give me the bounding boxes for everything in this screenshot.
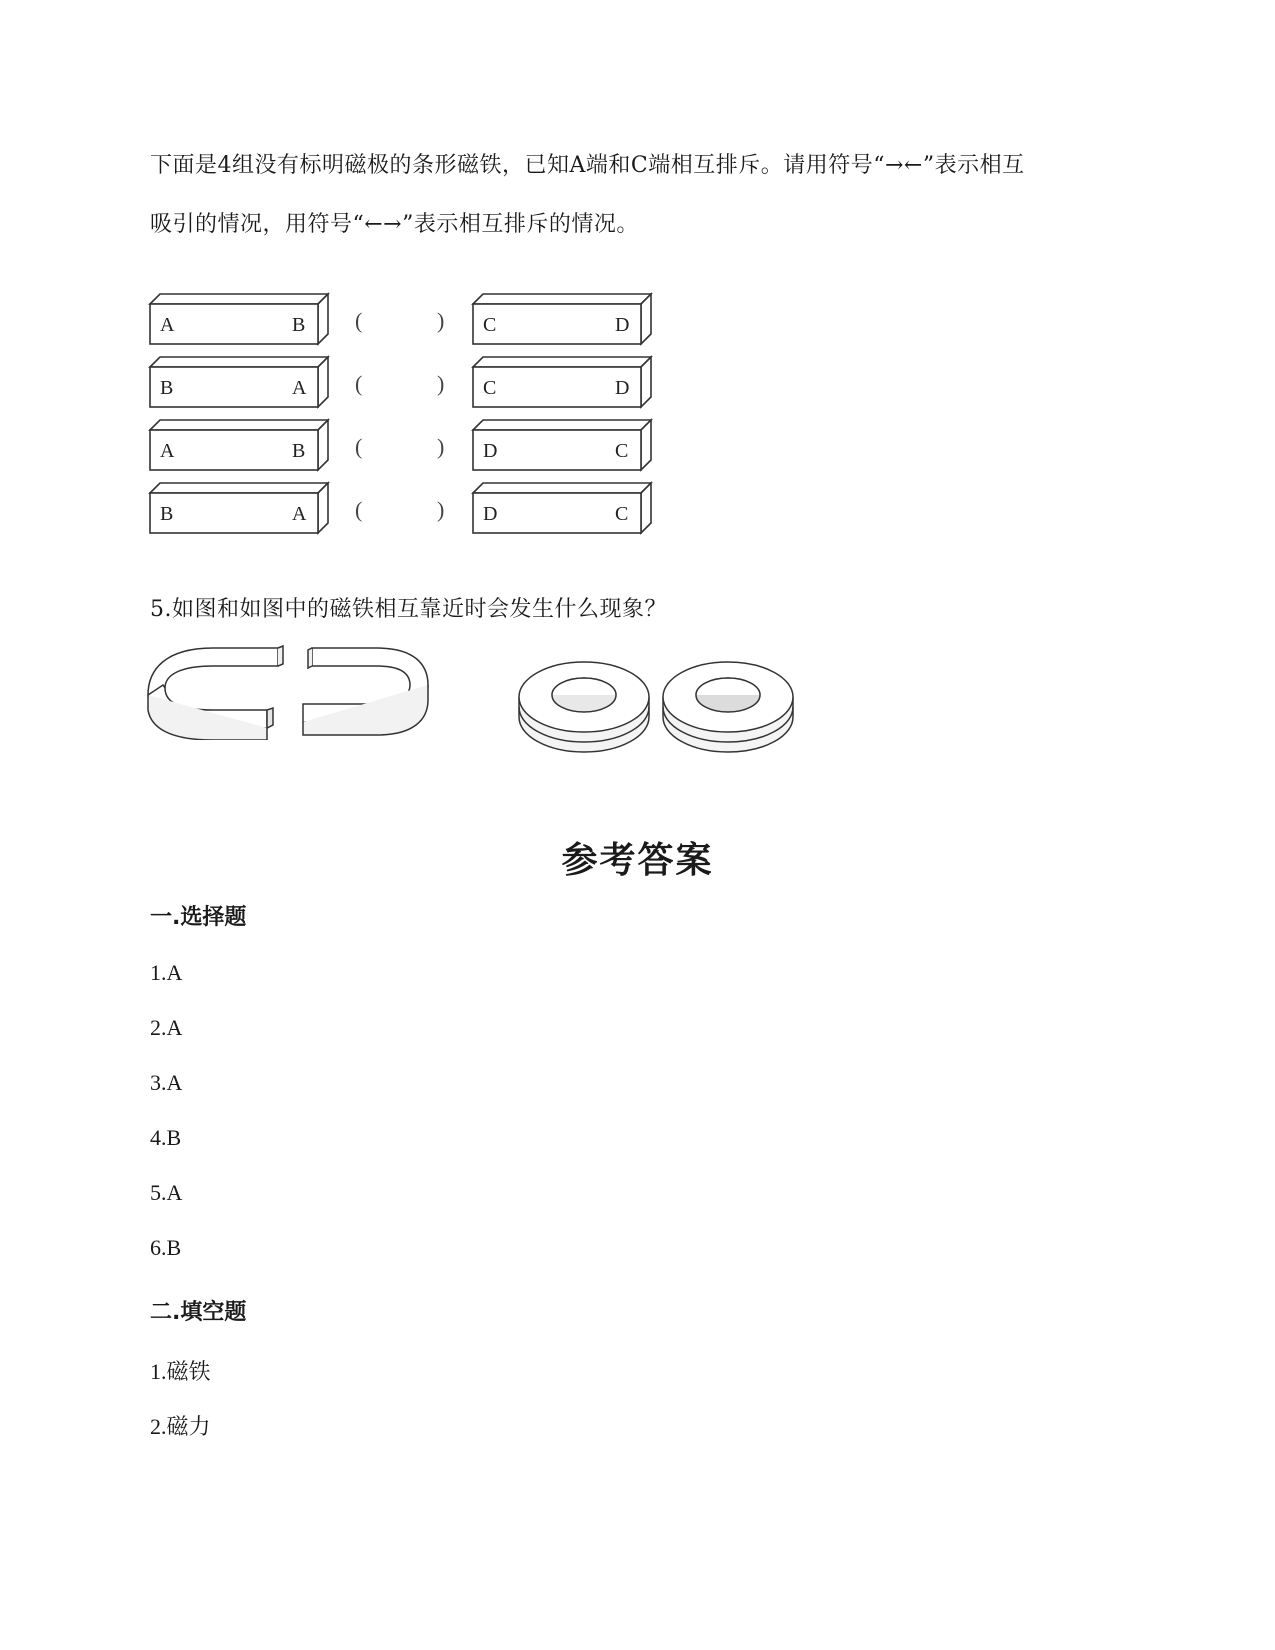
answer-paren-open: ( — [355, 497, 363, 522]
left-bar-pole-label-left: B — [160, 377, 174, 399]
section-choice-heading: 一.选择题 — [150, 905, 247, 930]
right-bar-pole-label-right: C — [615, 503, 629, 525]
answer-paren-close: ) — [437, 434, 445, 459]
magnet-row-4 — [150, 481, 690, 541]
horseshoe-magnet-right — [303, 648, 428, 735]
answer-choice-4: 4.B — [150, 1125, 182, 1150]
right-bar-pole-label-left: C — [483, 314, 497, 336]
ring-magnet-left — [519, 662, 649, 752]
magnet-row-1 — [150, 292, 690, 352]
left-bar-magnet — [150, 483, 328, 533]
ring-magnet-right — [663, 662, 793, 752]
left-bar-magnet — [150, 420, 328, 470]
answer-choice-5: 5.A — [150, 1180, 183, 1205]
answer-paren-open: ( — [355, 371, 363, 396]
answer-paren-close: ) — [437, 371, 445, 396]
horseshoe-magnet-left — [148, 646, 283, 740]
answer-choice-6: 6.B — [150, 1235, 182, 1260]
answer-fill-1: 1.磁铁 — [150, 1359, 211, 1384]
section-fill-heading: 二.填空题 — [150, 1300, 247, 1325]
answer-paren-close: ) — [437, 308, 445, 333]
question-text-line1: 下面是4组没有标明磁极的条形磁铁，已知A端和C端相互排斥。请用符号“→←”表示相互 — [150, 153, 1025, 178]
left-bar-pole-label-left: A — [160, 314, 175, 336]
right-bar-pole-label-right: D — [615, 314, 630, 336]
left-bar-pole-label-left: A — [160, 440, 175, 462]
left-bar-magnet — [150, 294, 328, 344]
right-bar-magnet — [473, 420, 651, 470]
question-text-line2: 吸引的情况，用符号“←→”表示相互排斥的情况。 — [150, 212, 639, 237]
magnet-row-3 — [150, 418, 690, 478]
answer-choice-3: 3.A — [150, 1070, 183, 1095]
question5-text: 5.如图和如图中的磁铁相互靠近时会发生什么现象？ — [150, 597, 667, 622]
answer-paren-open: ( — [355, 434, 363, 459]
left-bar-pole-label-right: A — [292, 503, 307, 525]
answers-title: 参考答案 — [561, 840, 714, 881]
left-bar-pole-label-left: B — [160, 503, 174, 525]
right-bar-magnet — [473, 483, 651, 533]
right-bar-magnet — [473, 357, 651, 407]
answer-choice-2: 2.A — [150, 1015, 183, 1040]
answer-paren-open: ( — [355, 308, 363, 333]
answer-fill-2: 2.磁力 — [150, 1414, 211, 1439]
left-bar-magnet — [150, 357, 328, 407]
right-bar-pole-label-right: D — [615, 377, 630, 399]
right-bar-pole-label-left: D — [483, 503, 498, 525]
answer-paren-close: ) — [437, 497, 445, 522]
left-bar-pole-label-right: B — [292, 440, 306, 462]
right-bar-pole-label-right: C — [615, 440, 629, 462]
left-bar-pole-label-right: B — [292, 314, 306, 336]
ring-magnets-image — [515, 655, 835, 755]
answer-choice-1: 1.A — [150, 960, 183, 985]
right-bar-pole-label-left: C — [483, 377, 497, 399]
right-bar-pole-label-left: D — [483, 440, 498, 462]
magnet-row-2 — [150, 355, 690, 415]
left-bar-pole-label-right: A — [292, 377, 307, 399]
horseshoe-magnets-image — [145, 640, 445, 740]
right-bar-magnet — [473, 294, 651, 344]
